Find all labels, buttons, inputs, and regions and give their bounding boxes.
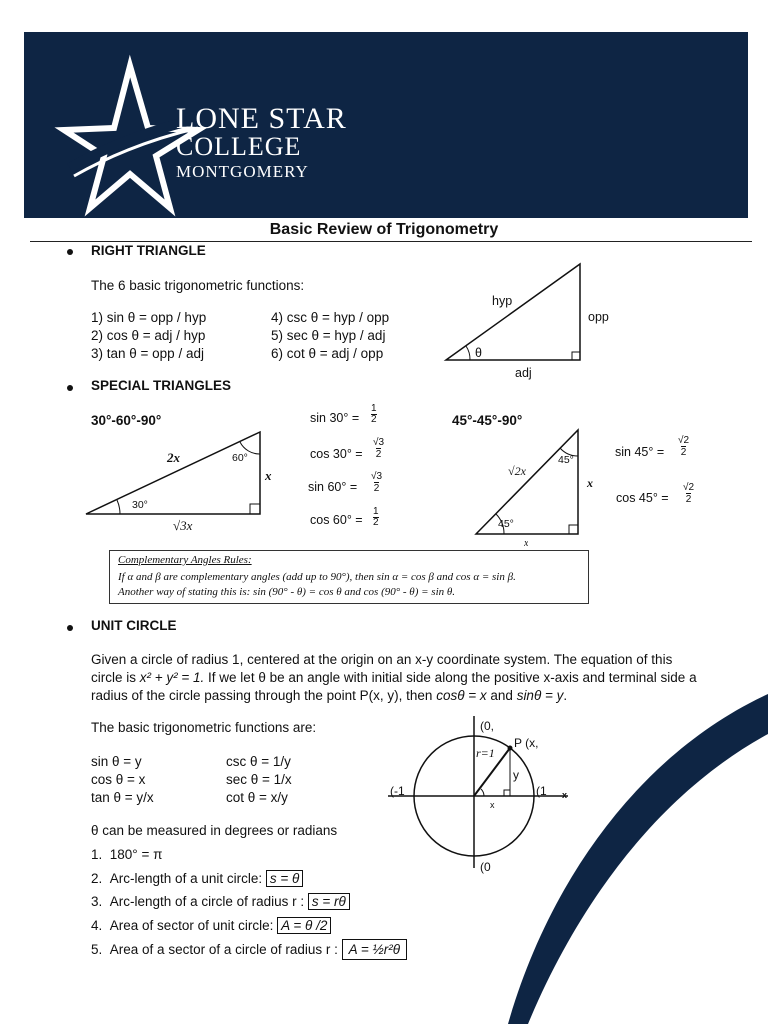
uc-label-left: (-1 bbox=[390, 784, 405, 798]
section-heading-unit-circle: UNIT CIRCLE bbox=[91, 618, 177, 633]
logo-line-3: MONTGOMERY bbox=[176, 162, 309, 181]
measure-note: θ can be measured in degrees or radians bbox=[91, 823, 338, 838]
list-item-3 bbox=[91, 894, 350, 909]
sin60-label: sin 60° = bbox=[308, 480, 358, 494]
para3-and: and bbox=[486, 688, 517, 703]
func-5: 5) sec θ = hyp / adj bbox=[271, 328, 386, 343]
uc-func-3: tan θ = y/x bbox=[91, 790, 154, 805]
tri2-adj: x bbox=[524, 540, 529, 546]
cos45-label: cos 45° = bbox=[616, 491, 669, 505]
para2-end: If we let θ be an angle with initial side along the positive x-axis and terminal side a bbox=[204, 670, 697, 685]
list-item-1 bbox=[91, 847, 162, 862]
complementary-line-2: Another way of stating this is: sin (90° - θ) = cos θ and cos (90° - θ) = sin θ. bbox=[118, 586, 456, 598]
logo-line-2: COLLEGE bbox=[176, 132, 302, 161]
list-item-2 bbox=[91, 871, 303, 886]
complementary-title: Complementary Angles Rules: bbox=[118, 554, 252, 566]
label-hyp: hyp bbox=[492, 294, 513, 308]
sin45-label: sin 45° = bbox=[615, 445, 665, 459]
uc-label-x: x bbox=[490, 800, 495, 810]
sin60-value: √3 2 bbox=[371, 471, 383, 494]
cos30-value: √3 2 bbox=[373, 437, 385, 460]
decorative-swoosh bbox=[468, 694, 768, 1024]
cos45-value: √2 2 bbox=[683, 482, 695, 505]
tri2-angle-top: 45° bbox=[558, 454, 574, 466]
header-banner bbox=[24, 32, 748, 218]
label-opp: opp bbox=[588, 310, 609, 324]
bullet-icon bbox=[67, 625, 73, 631]
item-text: Arc-length of a unit circle: bbox=[109, 871, 263, 886]
formula-box: A = ½r²θ bbox=[342, 939, 407, 960]
section-heading-special: SPECIAL TRIANGLES bbox=[91, 378, 232, 393]
complementary-rules-box bbox=[109, 550, 589, 604]
func-6: 6) cot θ = adj / opp bbox=[271, 346, 384, 361]
item-text: Arc-length of a circle of radius r : bbox=[109, 894, 305, 909]
unit-circle-para-1: Given a circle of radius 1, centered at the origin on an x-y coordinate system. The equation of this bbox=[91, 652, 673, 667]
formula-box: s = rθ bbox=[308, 893, 350, 910]
func-3: 3) tan θ = opp / adj bbox=[91, 346, 204, 361]
uc-label-xaxis: x bbox=[562, 790, 568, 800]
logo-line-1: LONE STAR bbox=[176, 102, 347, 135]
cos30-label: cos 30° = bbox=[310, 447, 363, 461]
uc-func-2: cos θ = x bbox=[91, 772, 146, 787]
func-1: 1) sin θ = opp / hyp bbox=[91, 310, 207, 325]
tri2-title: 45°-45°-90° bbox=[452, 413, 523, 428]
list-item-5 bbox=[91, 942, 407, 957]
tri2-angle-bottom: 45° bbox=[498, 518, 514, 530]
uc-func-4: csc θ = 1/y bbox=[226, 754, 291, 769]
uc-label-y: y bbox=[513, 768, 519, 782]
uc-func-1: sin θ = y bbox=[91, 754, 142, 769]
tri1-adj: √3x bbox=[173, 518, 193, 533]
para3-period: . bbox=[563, 688, 568, 703]
unit-circle-para-2 bbox=[91, 670, 697, 685]
uc-label-p: P (x, bbox=[514, 736, 539, 750]
cos-equation: cosθ = x bbox=[436, 688, 487, 703]
item-num: 2. bbox=[91, 871, 103, 886]
right-triangle-intro: The 6 basic trigonometric functions: bbox=[91, 278, 305, 293]
tri1-angle-60: 60° bbox=[232, 452, 248, 464]
cos60-label: cos 60° = bbox=[310, 513, 363, 527]
item-num: 5. bbox=[91, 942, 103, 957]
tri2-opp: x bbox=[587, 476, 593, 490]
tri1-angle-30: 30° bbox=[132, 499, 148, 511]
uc-label-r: r=1 bbox=[476, 746, 495, 760]
page-title: Basic Review of Trigonometry bbox=[269, 221, 499, 238]
basic-functions-intro: The basic trigonometric functions are: bbox=[91, 720, 317, 735]
item-text: Area of a sector of a circle of radius r : bbox=[109, 942, 338, 957]
formula-box: s = θ bbox=[266, 870, 303, 887]
list-item-4 bbox=[91, 918, 331, 933]
tri2-hyp: √2x bbox=[508, 464, 526, 478]
uc-label-bottom: (0 bbox=[480, 860, 491, 874]
bullet-icon bbox=[67, 385, 73, 391]
section-heading-right-triangle: RIGHT TRIANGLE bbox=[91, 243, 206, 258]
label-adj: adj bbox=[515, 366, 532, 380]
title-divider bbox=[30, 241, 752, 242]
uc-label-top: (0, bbox=[480, 719, 495, 733]
item-text: Area of sector of unit circle: bbox=[109, 918, 274, 933]
para2-start: circle is bbox=[91, 670, 140, 685]
item-num: 1. bbox=[91, 847, 103, 862]
func-2: 2) cos θ = adj / hyp bbox=[91, 328, 206, 343]
formula-box: A = θ /2 bbox=[277, 917, 331, 934]
right-triangle-diagram bbox=[444, 262, 584, 362]
complementary-line-1: If α and β are complementary angles (add up to 90°), then sin α = cos β and cos α = sin β. bbox=[118, 571, 516, 583]
tri1-hyp: 2x bbox=[167, 450, 180, 465]
triangle-45-45-90 bbox=[474, 426, 584, 536]
uc-func-6: cot θ = x/y bbox=[226, 790, 288, 805]
uc-label-right: (1 bbox=[536, 784, 547, 798]
triangle-30-60-90 bbox=[84, 430, 264, 516]
para3-start: radius of the circle passing through the point P(x, y), then bbox=[91, 688, 437, 703]
func-4: 4) csc θ = hyp / opp bbox=[271, 310, 390, 325]
item-num: 3. bbox=[91, 894, 103, 909]
label-theta: θ bbox=[475, 346, 482, 360]
bullet-icon bbox=[67, 249, 73, 255]
uc-func-5: sec θ = 1/x bbox=[226, 772, 292, 787]
sin30-value: 1 2 bbox=[371, 403, 377, 425]
sin30-label: sin 30° = bbox=[310, 411, 360, 425]
cos60-value: 1 2 bbox=[373, 506, 379, 528]
tri1-title: 30°-60°-90° bbox=[91, 413, 162, 428]
sin45-value: √2 2 bbox=[678, 435, 690, 458]
item-text: 180° = π bbox=[109, 847, 163, 862]
item-num: 4. bbox=[91, 918, 103, 933]
tri1-opp: x bbox=[265, 468, 272, 483]
sin-equation: sinθ = y bbox=[516, 688, 564, 703]
circle-equation: x² + y² = 1. bbox=[139, 670, 205, 685]
